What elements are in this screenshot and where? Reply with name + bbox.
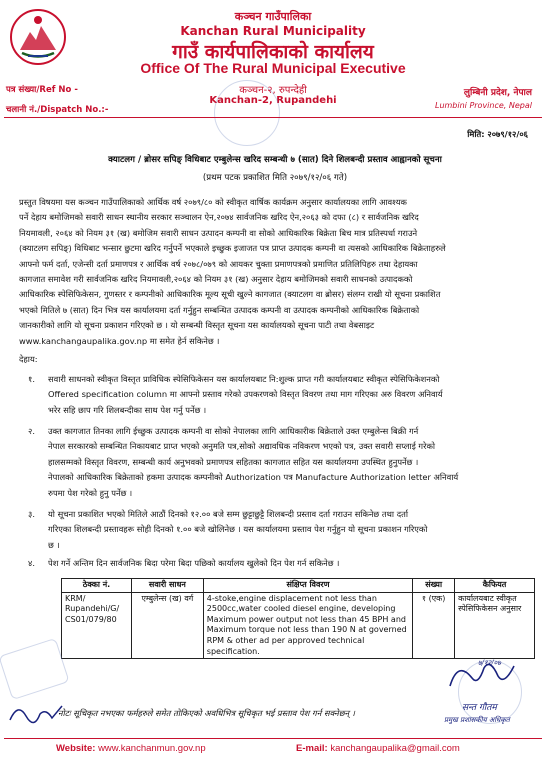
item-line: गरिएका शिलबन्दी प्रस्तावहरू सोही दिनको १.०० बजे खोलिनेछ । यस कार्यालयमा प्रस्ताव पेश गर्नुहुन यो सूचना प्रकाशन गरिएको <box>48 524 428 535</box>
item-line: छ । <box>48 539 60 550</box>
item-line: भरेर सहि छाप गरि शिलबन्दीका साथ पेश गर्नु पर्नेछ । <box>48 404 207 415</box>
item-number: ४. <box>28 558 35 568</box>
list-item <box>48 424 530 501</box>
body-line: नियमावली, २०६४ को नियम ३१ (ख) बमोजिम सवारी साधन उत्पादन कम्पनी वा सोको आधिकारिक बिक्रेता बिच मात्र प्रतिस्पर्धा गराउने <box>19 227 418 238</box>
item-line: पेश गर्ने अन्तिम दिन सार्वजनिक बिदा परेमा बिदा पछिको कार्यालय खुलेको दिन पेश गर्न सकिनेछ । <box>48 558 340 568</box>
body-line: पर्ने देहाय बमोजिमको सवारी साधन स्थानीय सरकार सञ्चालन ऐन,२०७४ सार्वजनिक खरिद ऐन,२०६३ को दफा (८) र सार्वजनिक खरिद <box>19 212 419 223</box>
list-intro: देहाय: <box>19 354 38 364</box>
notice-date: मिति: २०७९/१२/०६ <box>467 129 528 139</box>
description-cell: 4-stoke,engine displacement not less than 2500cc,water cooled diesel engine, developing Maximum power output not less than 45 BPH and Maximum torque not less than 190 N at governed RPM & other ad per approved technical specification. <box>203 592 412 659</box>
body-line: आफ्नो फर्म दर्ता, एजेन्सी दर्ता प्रमाणपत्र र आर्थिक वर्ष २०७८/०७९ को आयकर चुक्ता प्रमाणपत्रको प्रमाणित प्रतिलिपिहरु तथा देहायका <box>19 258 418 269</box>
signature-left <box>6 700 66 730</box>
office-name-english: Office Of The Rural Municipal Executive <box>140 60 406 76</box>
office-name-nepali: गाउँ कार्यपालिकाको कार्यालय <box>172 41 374 63</box>
list-item <box>48 556 530 571</box>
province-nepali: लुम्बिनी प्रदेश, नेपाल <box>463 88 532 98</box>
item-line: नेपालको आधिकारिक बिक्रेताको हकमा उत्पादक कम्पनीको Authorization पत्र Manufacture Authorization letter अनिवार्य <box>48 472 459 483</box>
footer-note: नोटः सूचिकृत नभएका फर्महरुले समेत तोकिएको अवधिभित्र सूचिकृत भई प्रस्ताव पेश गर्न सक्नेछन् । <box>58 708 355 718</box>
list-item <box>48 372 530 418</box>
column-header: ठेक्का नं. <box>62 579 132 593</box>
website-label: Website: <box>56 743 96 754</box>
address-english: Kanchan-2, Rupandehi <box>209 95 337 106</box>
notice-subject: क्याटलग / ब्रोसर सपिङ् विधिबाट एम्बुलेन्स खरिद सम्बन्धी ७ (सात) दिने शिलबन्दी प्रस्ताव आह्वानको सूचना <box>108 155 442 165</box>
province-english: Lumbini Province, Nepal <box>434 101 532 110</box>
address-nepali: कञ्चन-२, रुपन्देही <box>239 85 307 96</box>
item-line: सवारी साधनको स्वीकृत विस्तृत प्राविधिक स्पेसिफिकेसन यस कार्यालयबाट नि:शुल्क प्राप्त गरी कार्यालयबाट स्वीकृत स्पेसिफिकेशनको <box>48 374 440 384</box>
municipality-name-english: Kanchan Rural Municipality <box>180 24 366 38</box>
contract-no-cell: KRM/ Rupandehi/G/ CS01/079/80 <box>62 592 132 659</box>
item-line: यो सूचना प्रकाशित भएको मितिले आठौं दिनको १२.०० बजे सम्म छुट्टाछुट्टै शिलबन्दी प्रस्ताव दर्ता गराउन सकिनेछ तथा दर्ता <box>48 509 408 519</box>
item-number: ३. <box>28 509 35 519</box>
website-block <box>56 743 206 754</box>
office-stamp-seal <box>214 80 280 146</box>
item-line: उक्त कागजात तिनका लागि ईच्छुक उत्पादक कम्पनी वा सोको नेपालका लागि आधिकारीक बिक्रेताले उक्त एम्बुलेन्स बिक्री गर्न <box>48 426 419 436</box>
body-line: (क्याटलग सपिङ्) विधिबाट भन्सार छुटमा खरिद गर्नुपर्ने भएकाले इच्छुक इजाजत पत्र प्राप्त उत्पादक कम्पनी वा त्यसको आधिकारिक बिक्रेताहरुले <box>19 243 446 254</box>
body-line: जानकारीको लागि यो सूचना प्रकाशन गरिएको छ । यो सम्बन्धी विस्तृत सूचना यस कार्यालयको सूचना पाटी तथा वेबसाइट <box>19 320 375 331</box>
item-line: नेपाल सरकारको सम्बन्धित निकायबाट प्राप्त भएको अनुमति पत्र,सोको अद्यावधिक नविकरण भएको पत्र, उक्त सवारी सप्लाई गरेको <box>48 441 435 452</box>
ref-no-label: पत्र संख्या/Ref No - <box>6 85 78 95</box>
body-line: आधिकारिक स्पेसिफिकेसन, गुणस्तर र कम्पनीको आधिकारिक मूल्य सूची खुल्ने कागजात (क्याटलग वा ब्रोसर) संलग्न राखी यो सूचना प्रकाशित <box>19 289 441 300</box>
column-header: संक्षिप्त विवरण <box>203 579 412 593</box>
vehicle-cell: एम्बुलेन्स (ख) वर्ग <box>131 592 203 659</box>
table-row <box>62 592 535 659</box>
signatory-title: प्रमुख प्रशासकीय अधिकृत <box>444 716 510 724</box>
header-divider <box>4 117 542 118</box>
list-item <box>48 507 530 553</box>
name-stamp <box>0 638 70 700</box>
item-number: १. <box>28 374 35 384</box>
body-line: कागजात समावेश गरी सार्वजनिक खरिद नियमावली,२०६४ को नियम ३१ (ख) अनुसार देहाय बमोजिमको सवारी साधनको उत्पादकको <box>19 274 413 285</box>
item-line: हालसम्मको विस्तृत विवरण, सम्बन्धी कार्य अनुभवको प्रमाणपत्र सहितका कागजात सहित यस कार्यालयमा उपस्थित हुनुपर्नेछ । <box>48 456 419 467</box>
item-number: २. <box>28 426 35 436</box>
column-header: कैफियत <box>455 579 535 593</box>
body-line: प्रस्तुत विषयमा यस कञ्चन गाउँपालिकाको आर्थिक वर्ष २०७९/८० को स्वीकृत वार्षिक कार्यक्रम अनुसार कार्यालयका लागि आवश्यक <box>19 197 407 207</box>
column-header: संख्या <box>413 579 455 593</box>
table-header-row <box>62 579 535 593</box>
body-line: भएको मितिले ७ (सात) दिन भित्र यस कार्यालयमा दर्ता गर्नुहुन सम्बन्धित उत्पादक कम्पनी वा उत्पादक कम्पनीको आधिकारिक बिक्रेताको <box>19 304 420 315</box>
item-line: Offered specification column मा आफ्नो प्रस्ताव गरेको उपकरणको विस्तृत विवरण तथा माग गरिएका अरु विवरण अनिवार्य <box>48 389 443 400</box>
website-link[interactable]: www.kanchanmun.gov.np <box>98 743 206 754</box>
remarks-cell: कार्यालयबाट स्वीकृत स्पेसिफिकेसन अनुसार <box>455 592 535 659</box>
footer-divider <box>4 738 542 739</box>
signatory-name: सन्त गौतम <box>462 703 497 713</box>
vehicle-spec-table <box>61 578 535 659</box>
signature-date: ७/१२/०७ <box>478 659 501 667</box>
notice-body-paragraph <box>19 195 527 349</box>
item-line: रुपमा पेश गरेको हुनु पर्नेछ । <box>48 487 133 498</box>
municipality-name-nepali: कञ्चन गाउँपालिका <box>234 10 312 23</box>
dispatch-no-label: चलानी नं./Dispatch No.:- <box>6 105 109 115</box>
email-block <box>296 743 460 754</box>
nepal-emblem-logo <box>8 6 68 68</box>
body-line: www.kanchangaupalika.gov.np मा समेत हेर्न सकिनेछ । <box>19 335 220 346</box>
column-header: सवारी साधन <box>131 579 203 593</box>
publication-date-note: (प्रथम पटक प्रकाशित मिति २०७९/१२/०६ गते) <box>202 173 348 183</box>
quantity-cell: १ (एक) <box>413 592 455 659</box>
email-link[interactable]: kanchangaupalika@gmail.com <box>330 743 460 754</box>
email-label: E-mail: <box>296 743 328 754</box>
